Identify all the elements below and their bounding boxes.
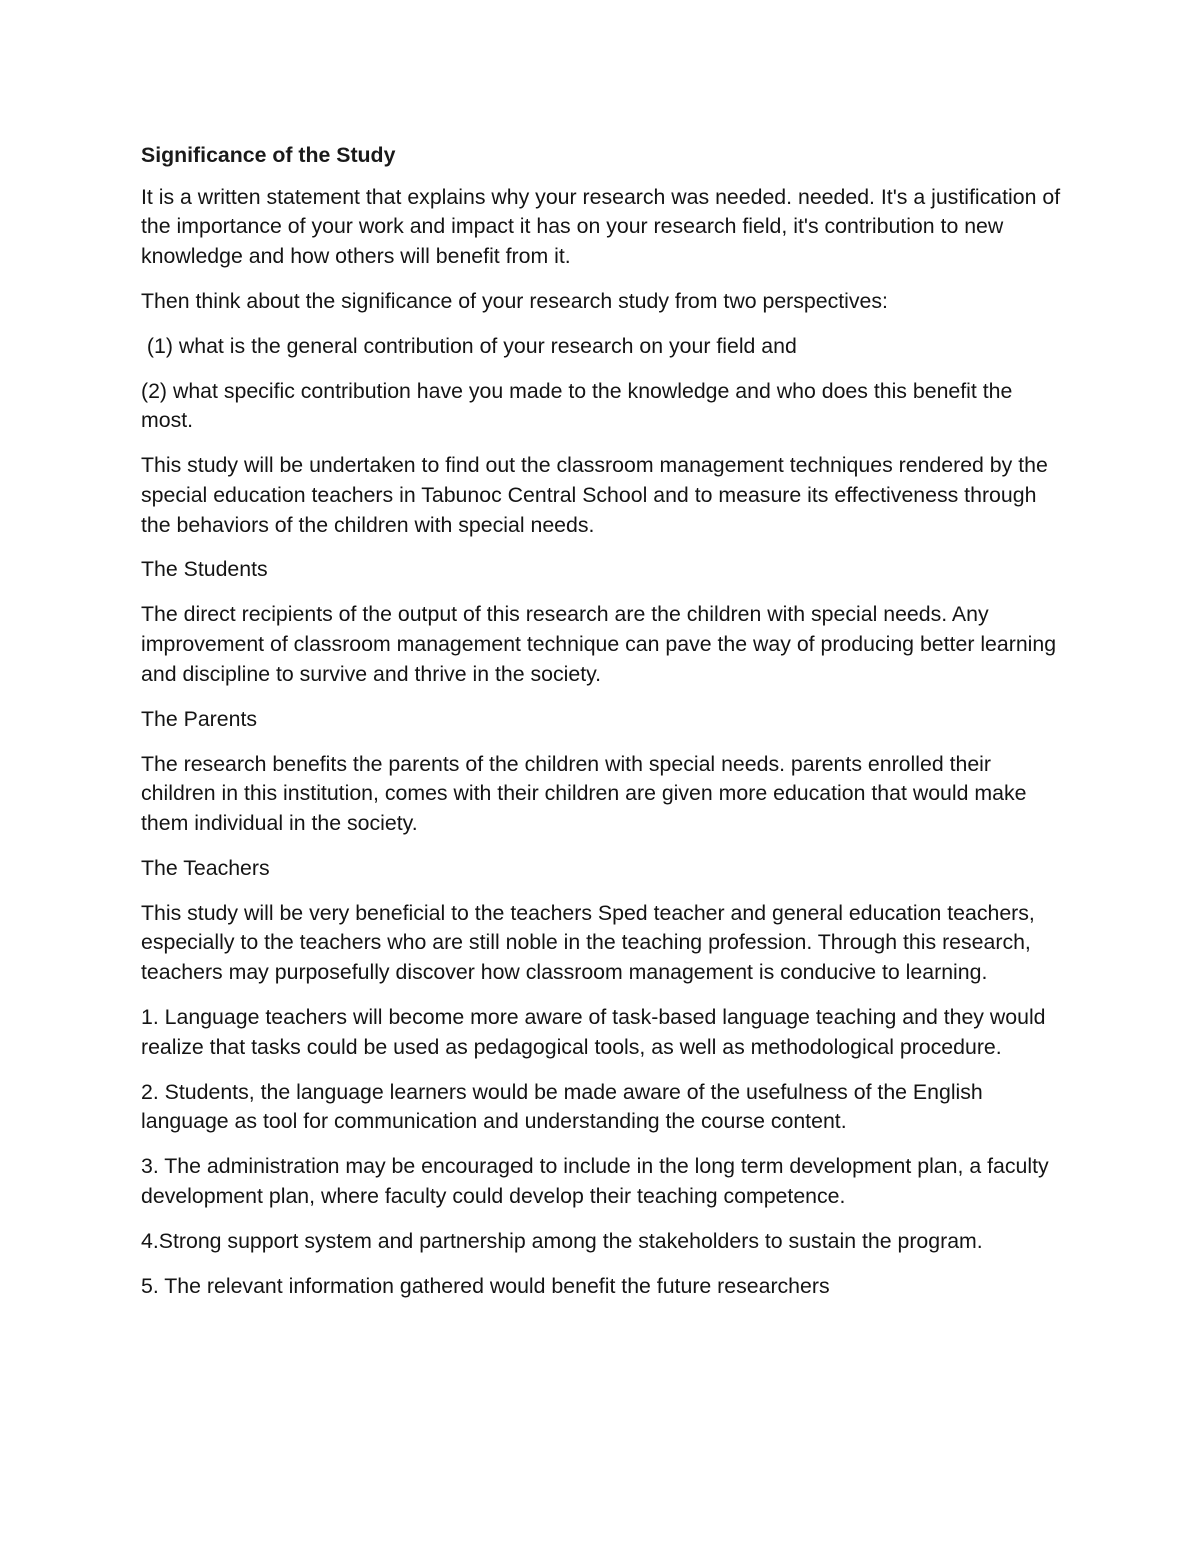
teachers-paragraph: This study will be very beneficial to the teachers Sped teacher and general education teachers, especially to the teachers who are still noble in the teaching profession. Through this research, teachers may purposefully discover how classroom management is conducive to learning. [141, 900, 1035, 984]
section-heading-parents: The Parents [141, 706, 258, 731]
section-heading-students: The Students [141, 557, 268, 582]
list-item-4: 4.Strong support system and partnership among the stakeholders to sustain the program. [141, 1228, 983, 1253]
study-purpose-paragraph: This study will be undertaken to find out the classroom management techniques rendered by the special education teachers in Tabunoc Central School and to measure its effectiveness through the behaviors of the children with special needs. [141, 453, 1048, 537]
perspective-two: (2) what specific contribution have you made to the knowledge and who does this benefit the most. [141, 378, 1013, 433]
document-title: Significance of the Study [141, 143, 396, 167]
parents-paragraph: The research benefits the parents of the children with special needs. parents enrolled their children in this institution, comes with their children are given more education that would make them individual in the society. [141, 751, 1027, 835]
perspective-one: (1) what is the general contribution of your research on your field and [141, 333, 797, 358]
list-item-1: 1. Language teachers will become more aware of task-based language teaching and they would realize that tasks could be used as pedagogical tools, as well as methodological procedure. [141, 1004, 1046, 1059]
list-item-3: 3. The administration may be encouraged to include in the long term development plan, a faculty development plan, where faculty could develop their teaching competence. [141, 1154, 1049, 1208]
definition-paragraph: It is a written statement that explains why your research was needed. needed. It's a justification of the importance of your work and impact it has on your research field, it's contribution to new knowledge and how others will benefit from it. [141, 184, 1061, 268]
perspectives-intro: Then think about the significance of your research study from two perspectives: [141, 288, 888, 313]
section-heading-teachers: The Teachers [141, 855, 270, 880]
list-item-2: 2. Students, the language learners would be made aware of the usefulness of the English language as tool for communication and understanding the course content. [141, 1079, 983, 1134]
students-paragraph: The direct recipients of the output of this research are the children with special needs. Any improvement of classroom management technique can pave the way of producing better learning and discipline to survive and thrive in the society. [141, 602, 1057, 686]
list-item-5: 5. The relevant information gathered would benefit the future researchers [141, 1273, 830, 1298]
document-body [141, 141, 1066, 1317]
